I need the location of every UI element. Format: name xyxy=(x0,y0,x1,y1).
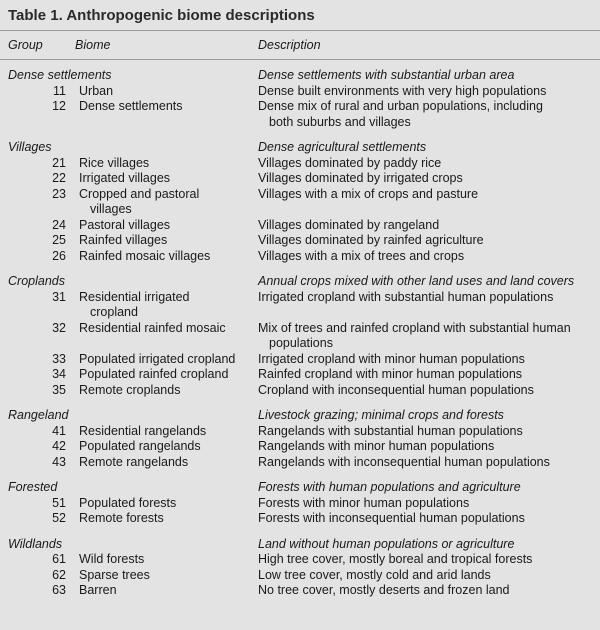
biome-description-line: Irrigated cropland with minor human populations xyxy=(258,351,525,366)
group-description: Forests with human populations and agriculture xyxy=(258,480,521,494)
biome-description xyxy=(258,218,588,234)
biome-description-line: populations xyxy=(269,336,333,350)
biome-name xyxy=(79,496,244,512)
biome-name-line: Remote croplands xyxy=(79,382,181,397)
table-row xyxy=(0,511,600,527)
table-body xyxy=(0,60,600,599)
biome-code: 31 xyxy=(52,289,66,304)
group-description: Livestock grazing; minimal crops and forests xyxy=(258,408,504,422)
biome-code: 11 xyxy=(53,83,66,98)
biome-code: 33 xyxy=(52,351,66,366)
table-row xyxy=(0,583,600,599)
biome-description-line: Dense mix of rural and urban populations, including xyxy=(258,99,543,113)
biome-name-line: Barren xyxy=(79,583,117,597)
biome-name-line: Wild forests xyxy=(79,552,145,566)
group-name: Wildlands xyxy=(8,536,63,551)
biome-description-line: High tree cover, mostly boreal and tropical forests xyxy=(258,552,533,566)
biome-name-line: Rice villages xyxy=(79,155,150,170)
biome-name xyxy=(79,99,244,115)
biome-name xyxy=(79,352,244,368)
biome-description-line: Forests with inconsequential human populations xyxy=(258,511,525,525)
biome-description xyxy=(258,511,588,527)
biome-code: 23 xyxy=(52,186,66,201)
biome-description xyxy=(258,84,588,100)
biome-name-line: Residential rainfed mosaic xyxy=(79,320,226,335)
biome-name xyxy=(79,233,244,249)
table-row xyxy=(0,383,600,399)
biome-code: 63 xyxy=(52,583,66,597)
table-title: Table 1. Anthropogenic biome descriptions xyxy=(8,6,315,24)
group-heading-row xyxy=(0,537,600,553)
table-row xyxy=(0,187,600,218)
biome-name-line: Residential irrigated xyxy=(79,289,190,304)
biome-description-line: Villages with a mix of crops and pasture xyxy=(258,186,479,201)
group-heading-row xyxy=(0,480,600,496)
biome-name xyxy=(79,156,244,172)
table-row xyxy=(0,455,600,471)
biome-description-line: No tree cover, mostly deserts and frozen land xyxy=(258,583,510,597)
table-row xyxy=(0,156,600,172)
biome-code: 35 xyxy=(52,382,66,397)
biome-description xyxy=(258,424,588,440)
group-description: Land without human populations or agriculture xyxy=(258,536,515,551)
biome-description-line: Rangelands with minor human populations xyxy=(258,439,495,453)
biome-name xyxy=(79,568,244,584)
table-row xyxy=(0,171,600,187)
table-row xyxy=(0,367,600,383)
table-row xyxy=(0,496,600,512)
table-row xyxy=(0,99,600,130)
group-description: Annual crops mixed with other land uses and land covers xyxy=(258,274,575,288)
biome-description xyxy=(258,99,588,130)
header-group: Group xyxy=(8,38,43,52)
table-row xyxy=(0,84,600,100)
biome-name xyxy=(79,187,244,218)
table-row xyxy=(0,352,600,368)
biome-code: 12 xyxy=(52,99,66,113)
biome-name-line: villages xyxy=(90,202,132,216)
biome-name-line: Populated forests xyxy=(79,495,177,510)
biome-code: 42 xyxy=(52,439,66,453)
biome-description-line: Cropland with inconsequential human populations xyxy=(258,382,534,397)
biome-name xyxy=(79,290,244,321)
biome-description-line: Forests with minor human populations xyxy=(258,495,470,510)
biome-name-line: Sparse trees xyxy=(79,567,150,582)
biome-name-line: Irrigated villages xyxy=(79,171,171,185)
header-description: Description xyxy=(258,38,321,52)
biome-group xyxy=(0,537,600,599)
biome-description xyxy=(258,383,588,399)
biome-name xyxy=(79,321,244,337)
biome-code: 24 xyxy=(52,217,66,232)
biome-code: 61 xyxy=(52,552,66,566)
biome-description-line: Rangelands with substantial human populations xyxy=(258,423,523,438)
biome-name-line: Populated irrigated cropland xyxy=(79,351,236,366)
biome-description xyxy=(258,290,588,306)
table-row xyxy=(0,424,600,440)
biome-group xyxy=(0,68,600,130)
biome-code: 25 xyxy=(52,233,66,247)
biome-name-line: Residential rangelands xyxy=(79,423,207,438)
table-row xyxy=(0,439,600,455)
table-row xyxy=(0,290,600,321)
biome-name xyxy=(79,552,244,568)
biome-name xyxy=(79,383,244,399)
biome-description-line: Low tree cover, mostly cold and arid lands xyxy=(258,567,491,582)
biome-name-line: Dense settlements xyxy=(79,99,183,113)
biome-description xyxy=(258,156,588,172)
biome-code: 41 xyxy=(52,423,66,438)
biome-description xyxy=(258,455,588,471)
group-name: Rangeland xyxy=(8,408,69,422)
biome-code: 52 xyxy=(52,511,66,525)
biome-name-line: Remote forests xyxy=(79,511,164,525)
table-row xyxy=(0,568,600,584)
group-name: Dense settlements xyxy=(8,68,112,82)
group-heading-row xyxy=(0,68,600,84)
biome-description xyxy=(258,233,588,249)
biome-description xyxy=(258,171,588,187)
group-heading-row xyxy=(0,140,600,156)
biome-description-line: Rangelands with inconsequential human populations xyxy=(258,454,550,469)
biome-description-line: Villages dominated by rainfed agriculture xyxy=(258,233,484,247)
biome-description xyxy=(258,321,588,352)
biome-description xyxy=(258,249,588,265)
biome-name-line: Remote rangelands xyxy=(79,454,189,469)
group-description: Dense agricultural settlements xyxy=(258,140,427,154)
group-description: Dense settlements with substantial urban area xyxy=(258,68,515,82)
biome-description xyxy=(258,187,588,203)
biome-description xyxy=(258,352,588,368)
table-row xyxy=(0,233,600,249)
biome-name xyxy=(79,367,244,383)
biome-code: 62 xyxy=(52,567,66,582)
biome-name-line: Pastoral villages xyxy=(79,217,171,232)
biome-description-line: Villages with a mix of trees and crops xyxy=(258,248,465,263)
biome-description-line: both suburbs and villages xyxy=(269,114,411,129)
biome-code: 21 xyxy=(52,155,66,170)
header-biome: Biome xyxy=(75,38,111,52)
biome-code: 32 xyxy=(52,320,66,335)
biome-description xyxy=(258,583,588,599)
biome-description-line: Villages dominated by rangeland xyxy=(258,217,440,232)
biome-name-line: Rainfed mosaic villages xyxy=(79,248,211,263)
biome-name-line: Urban xyxy=(79,83,114,98)
title-bar xyxy=(0,0,600,31)
biome-description-line: Rainfed cropland with minor human populations xyxy=(258,367,523,381)
biome-name xyxy=(79,583,244,599)
biome-code: 26 xyxy=(52,248,66,263)
biome-name-line: Cropped and pastoral xyxy=(79,186,200,201)
biome-description xyxy=(258,439,588,455)
biome-description-line: Mix of trees and rainfed cropland with substantial human xyxy=(258,320,571,335)
biome-code: 43 xyxy=(52,454,66,469)
biome-group xyxy=(0,140,600,264)
biome-name-line: Rainfed villages xyxy=(79,233,168,247)
biome-description-line: Villages dominated by paddy rice xyxy=(258,155,442,170)
biome-code: 34 xyxy=(52,367,66,381)
group-name: Forested xyxy=(8,480,58,494)
biome-name xyxy=(79,455,244,471)
biome-description-line: Dense built environments with very high populations xyxy=(258,83,547,98)
biome-name xyxy=(79,439,244,455)
group-heading-row xyxy=(0,274,600,290)
group-name: Villages xyxy=(8,140,52,154)
biome-description xyxy=(258,552,588,568)
biome-name-line: Populated rainfed cropland xyxy=(79,367,229,381)
table-row xyxy=(0,218,600,234)
biome-code: 51 xyxy=(52,495,66,510)
biome-name xyxy=(79,511,244,527)
biome-description xyxy=(258,568,588,584)
biome-description xyxy=(258,496,588,512)
biome-description xyxy=(258,367,588,383)
biome-group xyxy=(0,274,600,398)
group-name: Croplands xyxy=(8,274,65,288)
column-header-row xyxy=(0,31,600,60)
biome-description-line: Irrigated cropland with substantial human populations xyxy=(258,289,554,304)
biome-name-line: cropland xyxy=(90,305,138,319)
biome-code: 22 xyxy=(52,171,66,185)
biome-group xyxy=(0,408,600,470)
group-heading-row xyxy=(0,408,600,424)
biome-description-line: Villages dominated by irrigated crops xyxy=(258,171,463,185)
biome-group xyxy=(0,480,600,527)
biome-name xyxy=(79,249,244,265)
biome-name xyxy=(79,84,244,100)
table-row xyxy=(0,249,600,265)
biome-name xyxy=(79,218,244,234)
table-row xyxy=(0,321,600,352)
table-row xyxy=(0,552,600,568)
biome-name xyxy=(79,424,244,440)
biome-name-line: Populated rangelands xyxy=(79,439,201,453)
biome-name xyxy=(79,171,244,187)
